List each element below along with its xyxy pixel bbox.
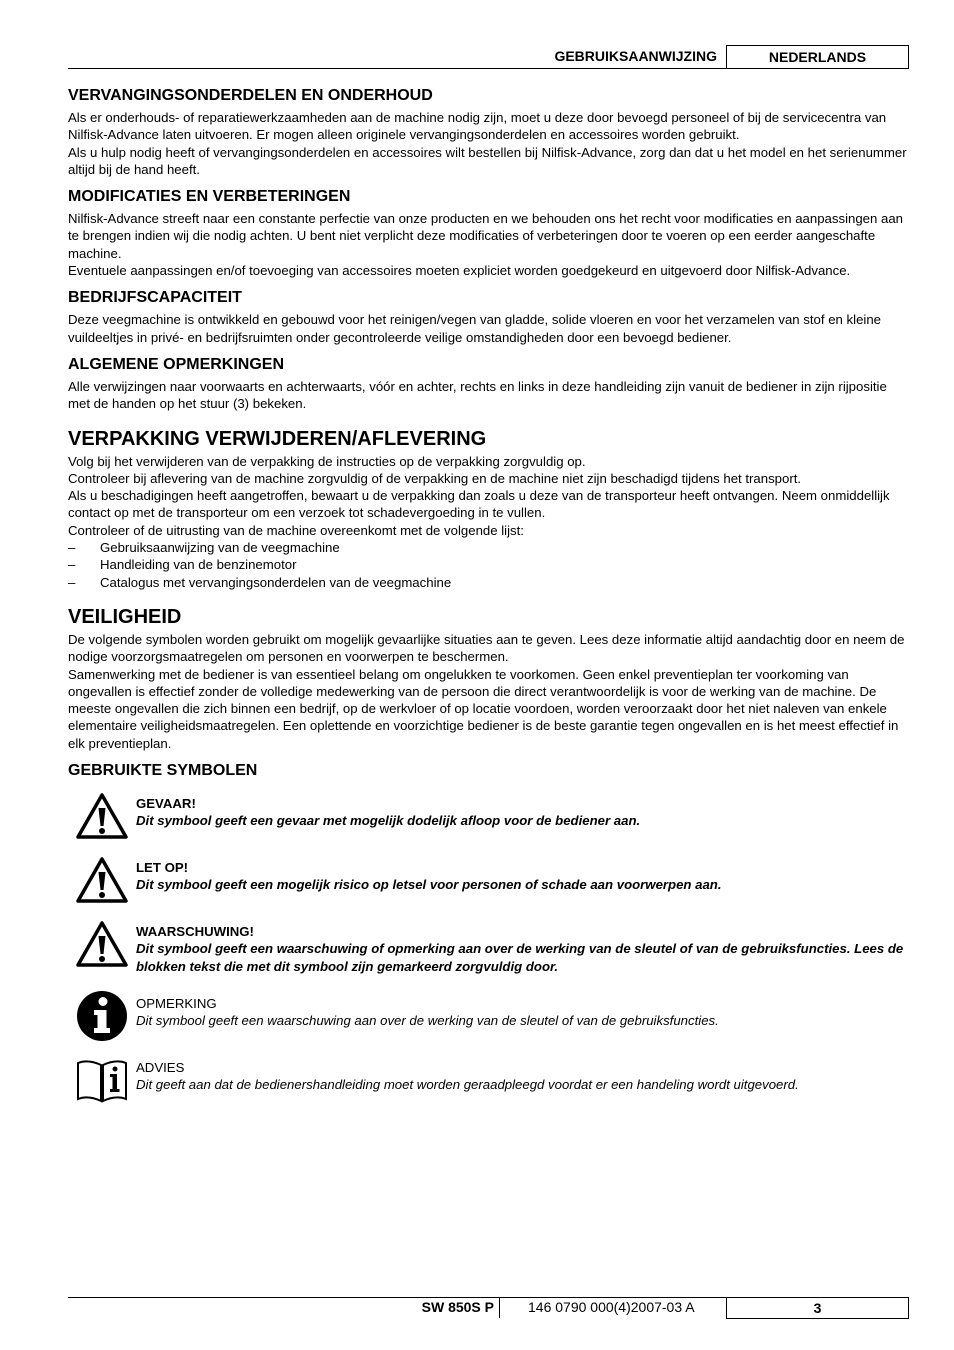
symbol-label: LET OP!	[136, 860, 189, 876]
header-rule	[68, 68, 726, 69]
symbol-description: Dit symbool geeft een waarschuwing of opmerking aan over de werking van de sleutel of van de gebruiksfuncties. Lees de blokken tekst die met dit symbool zijn gemarkeerd zorgvuldig door.	[136, 941, 904, 974]
list-item	[68, 556, 909, 573]
list-dash: –	[68, 574, 76, 590]
symbol-advies	[68, 1053, 909, 1107]
equipment-list	[68, 539, 909, 591]
list-item	[68, 539, 909, 556]
paragraph: Als u hulp nodig heeft of vervangingsonderdelen en accessoires wilt bestellen bij Nilfisk-Advance, zorg dan dat u het model en het serienummer altijd bij de hand heeft.	[68, 144, 907, 177]
symbol-description: Dit symbool geeft een waarschuwing aan over de werking van de sleutel of van de gebruiksfuncties.	[136, 1013, 719, 1029]
symbol-label: GEVAAR!	[136, 796, 196, 812]
symbol-description: Dit symbool geeft een gevaar met mogelijk dodelijk afloop voor de bediener aan.	[136, 813, 641, 829]
section-modificaties	[68, 187, 909, 279]
symbol-let-op	[68, 853, 909, 907]
paragraph: Controleer of de uitrusting van de machine overeenkomt met de volgende lijst:	[68, 522, 524, 538]
symbol-label: OPMERKING	[136, 996, 217, 1012]
footer-separator	[499, 1298, 500, 1318]
section-symbolen	[68, 761, 909, 1107]
section-veiligheid	[68, 605, 909, 752]
symbol-description: Dit symbool geeft een mogelijk risico op letsel voor personen of schade aan voorwerpen aan.	[136, 877, 722, 893]
info-circle-icon	[74, 989, 130, 1043]
list-item-text: Catalogus met vervangingsonderdelen van de veegmachine	[100, 574, 452, 590]
section-heading: VERVANGINGSONDERDELEN EN ONDERHOUD	[68, 87, 433, 104]
header-language: NEDERLANDS	[726, 45, 909, 69]
manual-book-icon	[74, 1053, 130, 1107]
warning-triangle-icon	[74, 917, 130, 971]
page-number: 3	[726, 1297, 909, 1319]
paragraph: Deze veegmachine is ontwikkeld en gebouwd voor het reinigen/vegen van gladde, solide vloeren en voor het verzamelen van stof en kleine vuildeeltjes in privé- en bedrijfsruimten onder gecontroleerde veilige omstandigheden door een bevoegd bediener.	[68, 312, 882, 345]
list-dash: –	[68, 557, 76, 573]
section-heading: BEDRIJFSCAPACITEIT	[68, 289, 242, 307]
list-dash: –	[68, 540, 76, 556]
page-header	[68, 45, 909, 69]
symbol-label: ADVIES	[136, 1060, 185, 1076]
footer-rule	[68, 1297, 726, 1298]
section-heading: MODIFICATIES EN VERBETERINGEN	[68, 188, 351, 206]
section-heading: GEBRUIKTE SYMBOLEN	[68, 762, 258, 780]
page-content	[68, 86, 909, 1117]
warning-triangle-icon	[74, 853, 130, 907]
section-vervanging	[68, 86, 909, 178]
list-item-text: Gebruiksaanwijzing van de veegmachine	[100, 540, 340, 556]
symbol-waarschuwing	[68, 917, 909, 979]
paragraph: Als er onderhouds- of reparatiewerkzaamheden aan de machine nodig zijn, moet u deze door bevoegd personeel of bij de servicecentra van Nilfisk-Advance laten uitvoeren. Er mogen alleen originele vervangingsonderdelen en accessoires worden gebruikt.	[68, 110, 887, 143]
symbol-opmerking	[68, 989, 909, 1043]
paragraph: Samenwerking met de bediener is van essentieel belang om ongelukken te voorkomen. Geen enkel preventieplan ter voorkoming van ongevallen is effectief zonder de volledige medewerking van de persoon die direct verantwoordelijk is voor de werking van de machine. De meeste ongevallen die zich binnen een bedrijf, op de werkvloer of op locatie voordoen, worden veroorzaakt door het niet naleven van enkele elementaire veiligheidsmaatregelen. Een oplettende en voorzichtige bediener is de beste garantie tegen ongevallen en is het meest effectief in elk preventieplan.	[68, 666, 899, 751]
manual-page	[68, 0, 909, 1350]
symbol-gevaar	[68, 789, 909, 843]
list-item	[68, 574, 909, 591]
warning-triangle-icon	[74, 789, 130, 843]
paragraph: Volg bij het verwijderen van de verpakking de instructies op de verpakking zorgvuldig op.	[68, 453, 586, 469]
symbol-text	[136, 995, 909, 1030]
chapter-heading: VEILIGHEID	[68, 605, 182, 628]
footer-model: SW 850S P	[421, 1299, 494, 1315]
list-item-text: Handleiding van de benzinemotor	[100, 557, 297, 573]
paragraph: Eventuele aanpassingen en/of toevoeging van accessoires moeten expliciet worden goedgekeurd en uitgevoerd door Nilfisk-Advance.	[68, 263, 851, 279]
paragraph: Als u beschadigingen heeft aangetroffen, bewaart u de verpakking dan zoals u deze van de transporteur heeft ontvangen. Neem onmiddellijk contact op met de transporteur om een verzoek tot schadevergoeding in te vullen.	[68, 488, 890, 521]
symbol-text	[136, 859, 909, 894]
section-opmerkingen	[68, 355, 909, 413]
paragraph: Nilfisk-Advance streeft naar een constante perfectie van onze producten en we behouden ons het recht voor modificaties en aanpassingen aan te brengen indien wij die nodig achten. U bent niet verplicht deze modificaties of verbeteringen door te voeren op een eerder aangeschafte machine.	[68, 211, 904, 261]
symbol-label: WAARSCHUWING!	[136, 924, 254, 940]
paragraph: De volgende symbolen worden gebruikt om mogelijk gevaarlijke situaties aan te geven. Lees deze informatie altijd aandachtig door en neem de nodige voorzorgsmaatregelen om personen en voorwerpen te beschermen.	[68, 631, 905, 665]
section-verpakking	[68, 427, 909, 591]
section-heading: ALGEMENE OPMERKINGEN	[68, 355, 285, 373]
paragraph: Alle verwijzingen naar voorwaarts en achterwaarts, vóór en achter, rechts en links in deze handleiding zijn vanuit de bediener in zijn rijpositie met de handen op het stuur (3) bekeken.	[68, 378, 887, 412]
page-footer	[68, 1297, 909, 1321]
section-capaciteit	[68, 288, 909, 346]
paragraph: Controleer bij aflevering van de machine zorgvuldig of de verpakking en de machine niet zijn beschadigd tijdens het transport.	[68, 470, 802, 486]
symbol-description: Dit geeft aan dat de bedienershandleiding moet worden geraadpleegd voordat er een handeling wordt uitgevoerd.	[136, 1077, 799, 1093]
symbol-text	[136, 923, 909, 975]
symbol-text	[136, 1059, 909, 1094]
chapter-heading: VERPAKKING VERWIJDEREN/AFLEVERING	[68, 427, 487, 450]
symbol-text	[136, 795, 909, 830]
footer-document-code: 146 0790 000(4)2007-03 A	[528, 1299, 695, 1315]
header-title: GEBRUIKSAANWIJZING	[554, 48, 717, 64]
